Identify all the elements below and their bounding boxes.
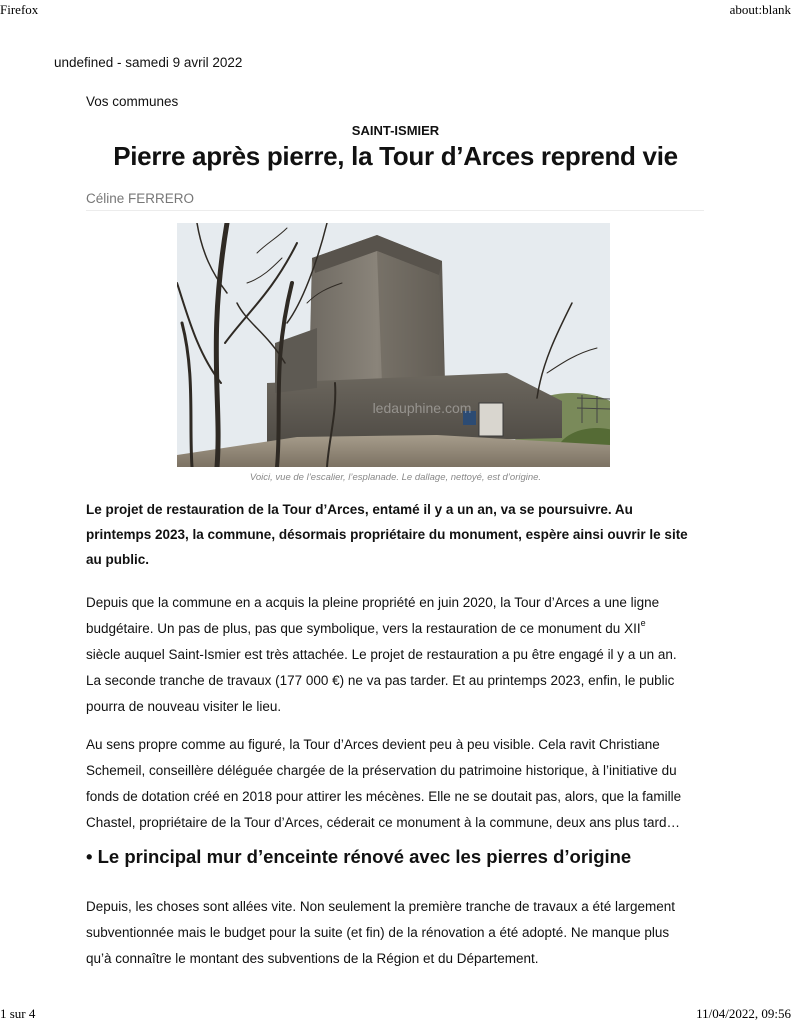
- paragraph-3: [86, 894, 704, 972]
- article-lead: Le projet de restauration de la Tour d’Arces, entamé il y a un an, va se poursuivre. Au printemps 2023, la commune, désormais propriétaire du monument, espère ainsi ouvrir le site au public.: [86, 502, 688, 567]
- tour-d-arces-photo: [177, 223, 610, 467]
- print-footer-page-counter: 1 sur 4: [0, 1006, 36, 1021]
- paragraph-1-text: budgétaire. Un pas de plus, pas que symbolique, vers la restauration de ce monument du XII: [86, 621, 641, 636]
- article-subheading: • Le principal mur d’enceinte rénové avec les pierres d’origine: [86, 846, 632, 867]
- paragraph-2-line: fonds de dotation créé en 2018 pour attirer les mécènes. Elle ne se doutait pas, alors, que la famille: [86, 789, 682, 804]
- paragraph-1-line: siècle auquel Saint-Ismier est très attachée. Le projet de restauration a pu être engagé il y a un an.: [86, 647, 677, 662]
- paragraph-1-line: La seconde tranche de travaux (177 000 €) ne va pas tarder. Et au printemps 2023, enfin, le public: [86, 673, 675, 688]
- paragraph-2-line: Au sens propre comme au figuré, la Tour d’Arces devient peu à peu visible. Cela ravit Christiane: [86, 737, 660, 752]
- paragraph-3-line: subventionnée mais le budget pour la suite (et fin) de la rénovation a été adopté. Ne manque plus: [86, 925, 670, 940]
- paragraph-2: [86, 732, 704, 836]
- article-dateline: undefined - samedi 9 avril 2022: [54, 55, 243, 70]
- paragraph-1-line: [86, 616, 704, 642]
- paragraph-1-line: pourra de nouveau visiter le lieu.: [86, 699, 282, 714]
- paragraph-2-line: Chastel, propriétaire de la Tour d’Arces, céderait ce monument à la commune, deux ans plus tard…: [86, 815, 681, 830]
- article-photo: [177, 223, 610, 467]
- paragraph-1: [86, 590, 704, 720]
- author-divider: [86, 210, 704, 211]
- article-kicker: SAINT-ISMIER: [351, 123, 440, 138]
- print-header-url: about:blank: [729, 2, 791, 17]
- paragraph-3-line: qu’à connaître le montant des subventions de la Région et du Département.: [86, 951, 539, 966]
- article-author: Céline FERRERO: [86, 191, 195, 206]
- paragraph-2-line: Schemeil, conseillère déléguée chargée de la préservation du patrimoine historique, à l’initiative du: [86, 763, 677, 778]
- article-headline: Pierre après pierre, la Tour d’Arces reprend vie: [113, 141, 678, 171]
- print-header-app-name: Firefox: [0, 2, 39, 17]
- section-label: Vos communes: [86, 94, 179, 109]
- century-superscript: e: [640, 617, 646, 628]
- photo-watermark: ledauphine.com: [372, 400, 472, 416]
- paragraph-3-line: Depuis, les choses sont allées vite. Non seulement la première tranche de travaux a été largement: [86, 899, 676, 914]
- print-footer-datetime: 11/04/2022, 09:56: [696, 1006, 791, 1021]
- paragraph-1-line: Depuis que la commune en a acquis la pleine propriété en juin 2020, la Tour d’Arces a une ligne: [86, 595, 660, 610]
- photo-caption: Voici, vue de l’escalier, l’esplanade. Le dallage, nettoyé, est d’origine.: [249, 472, 542, 483]
